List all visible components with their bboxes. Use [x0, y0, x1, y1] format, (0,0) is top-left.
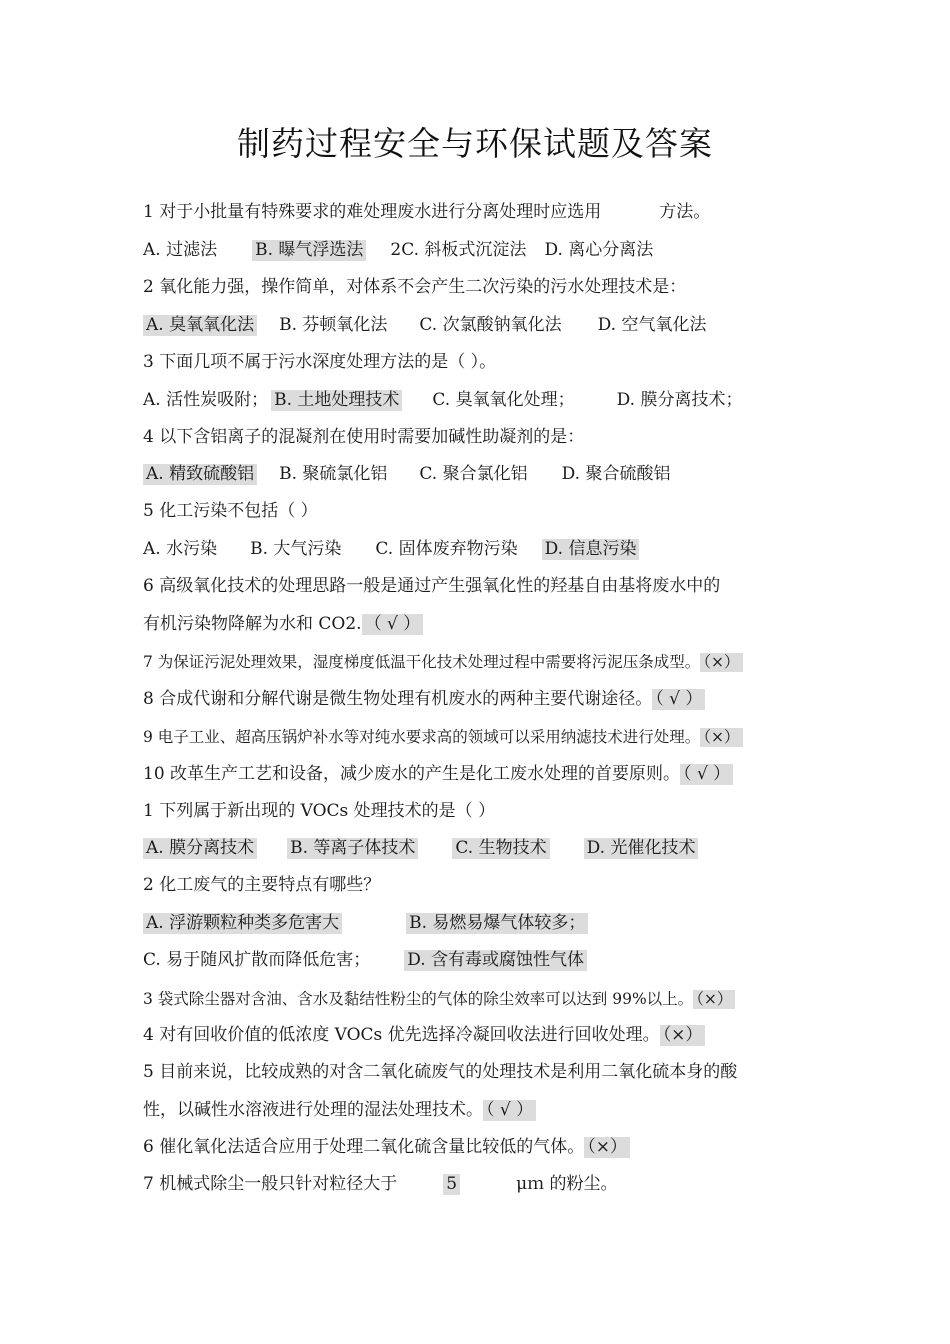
gas-question-5-line-2	[143, 1098, 536, 1122]
gas-question-3	[143, 987, 735, 1011]
gas-question-2-options-row-1	[143, 911, 588, 935]
question-6-line-1: 6 高级氧化技术的处理思路一般是通过产生强氧化性的羟基自由基将废水中的	[143, 576, 721, 596]
option-d-answer: D. 含有毒或腐蚀性气体	[404, 950, 587, 971]
option-c: C. 臭氧氧化处理；	[432, 390, 575, 410]
question-text: 8 合成代谢和分解代谢是微生物处理有机废水的两种主要代谢途径。	[143, 689, 653, 709]
answer-badge: （×）	[693, 990, 735, 1009]
option-a-answer: A. 浮游颗粒种类多危害大	[143, 913, 342, 934]
question-5: 5 化工污染不包括（ ）	[143, 501, 318, 521]
option-d-answer: D. 信息污染	[542, 539, 640, 560]
gas-question-1: 1 下列属于新出现的 VOCs 处理技术的是（ ）	[143, 801, 496, 821]
option-c-answer: C. 生物技术	[452, 838, 549, 859]
question-text: 6 催化氧化法适合应用于处理二氧化硫含量比较低的气体。	[143, 1137, 585, 1157]
gas-question-2: 2 化工废气的主要特点有哪些？	[143, 875, 381, 895]
option-a-answer: A. 膜分离技术	[143, 838, 257, 859]
question-text: 7 机械式除尘一般只针对粒径大于	[143, 1174, 398, 1194]
question-text: 1 对于小批量有特殊要求的难处理废水进行分离处理时应选用	[143, 202, 602, 222]
answer-badge: （×）	[700, 653, 742, 672]
option-d: D. 空气氧化法	[597, 315, 707, 335]
option-b: B. 聚硫氯化铝	[279, 464, 388, 484]
gas-question-5-line-1: 5 目前来说，比较成熟的对含二氧化硫废气的处理技术是利用二氧化硫本身的酸	[143, 1062, 738, 1082]
option-a-answer: A. 精致硫酸铝	[143, 464, 257, 485]
option-a: A. 活性炭吸附；	[143, 390, 269, 410]
question-tail: 方法。	[659, 202, 711, 222]
answer-badge: （ √ ）	[652, 689, 705, 710]
answer-badge: （×）	[660, 1025, 706, 1046]
gas-question-7	[143, 1172, 618, 1196]
option-d-answer: D. 光催化技术	[584, 838, 699, 859]
option-c: C. 次氯酸钠氧化法	[419, 315, 562, 335]
option-b-answer: B. 等离子体技术	[287, 838, 418, 859]
question-text: 4 对有回收价值的低浓度 VOCs 优先选择冷凝回收法进行回收处理。	[143, 1025, 660, 1045]
question-2: 2 氧化能力强，操作简单，对体系不会产生二次污染的污水处理技术是：	[143, 277, 687, 297]
question-2-options	[143, 313, 706, 337]
question-text: 性，以碱性水溶液进行处理的湿法处理技术。	[143, 1100, 483, 1120]
option-b: B. 大气污染	[250, 539, 342, 559]
option-a-answer: A. 臭氧氧化法	[143, 315, 257, 336]
question-1	[143, 200, 710, 224]
question-5-options	[143, 537, 639, 561]
question-6-line-2	[143, 612, 423, 636]
answer-badge: （×）	[700, 728, 742, 747]
question-4: 4 以下含铝离子的混凝剂在使用时需要加碱性助凝剂的是：	[143, 427, 585, 447]
option-b-answer: B. 易燃易爆气体较多；	[406, 913, 588, 934]
option-a: A. 过滤法	[143, 240, 218, 260]
question-1-options	[143, 238, 653, 262]
answer-badge: （ √ ）	[483, 1100, 536, 1121]
option-d: D. 膜分离技术；	[616, 390, 743, 410]
question-3-options	[143, 388, 742, 412]
gas-question-2-options-row-2	[143, 948, 587, 972]
question-3: 3 下面几项不属于污水深度处理方法的是（ ）。	[143, 352, 497, 372]
question-10	[143, 762, 733, 786]
question-text: 9 电子工业、超高压锅炉补水等对纯水要求高的领域可以采用纳滤技术进行处理。	[143, 728, 701, 746]
option-d: D. 离心分离法	[544, 240, 654, 260]
question-text: 10 改革生产工艺和设备，减少废水的产生是化工废水处理的首要原则。	[143, 764, 681, 784]
question-text: 7 为保证污泥处理效果，湿度梯度低温干化技术处理过程中需要将污泥压条成型。	[143, 653, 701, 671]
question-tail: μｍ 的粉尘。	[516, 1174, 618, 1194]
option-b-answer: B. 曝气浮选法	[252, 240, 366, 261]
option-b: B. 芬顿氧化法	[279, 315, 388, 335]
option-c: 2C. 斜板式沉淀法	[390, 240, 527, 260]
gas-question-4	[143, 1023, 705, 1047]
option-c: C. 聚合氯化铝	[419, 464, 528, 484]
option-c: C. 易于随风扩散而降低危害；	[143, 950, 371, 970]
option-b-answer: B. 土地处理技术	[271, 390, 402, 411]
answer-badge: （ √ ）	[680, 764, 733, 785]
gas-question-1-options	[143, 836, 698, 860]
gas-question-6	[143, 1135, 630, 1159]
question-8	[143, 687, 705, 711]
question-text: 有机污染物降解为水和 CO2.	[143, 614, 362, 634]
question-4-options	[143, 462, 670, 486]
answer-badge: （×）	[584, 1137, 630, 1158]
answer-badge: 5	[443, 1174, 460, 1195]
question-7	[143, 650, 743, 674]
page-title: 制药过程安全与环保试题及答案	[237, 124, 713, 163]
option-d: D. 聚合硫酸铝	[561, 464, 671, 484]
question-text: 3 袋式除尘器对含油、含水及黏结性粉尘的气体的除尘效率可以达到 99%以上。	[143, 990, 694, 1008]
option-a: A. 水污染	[143, 539, 218, 559]
answer-badge: （ √ ）	[362, 614, 424, 635]
question-9	[143, 725, 743, 749]
option-c: C. 固体废弃物污染	[375, 539, 518, 559]
